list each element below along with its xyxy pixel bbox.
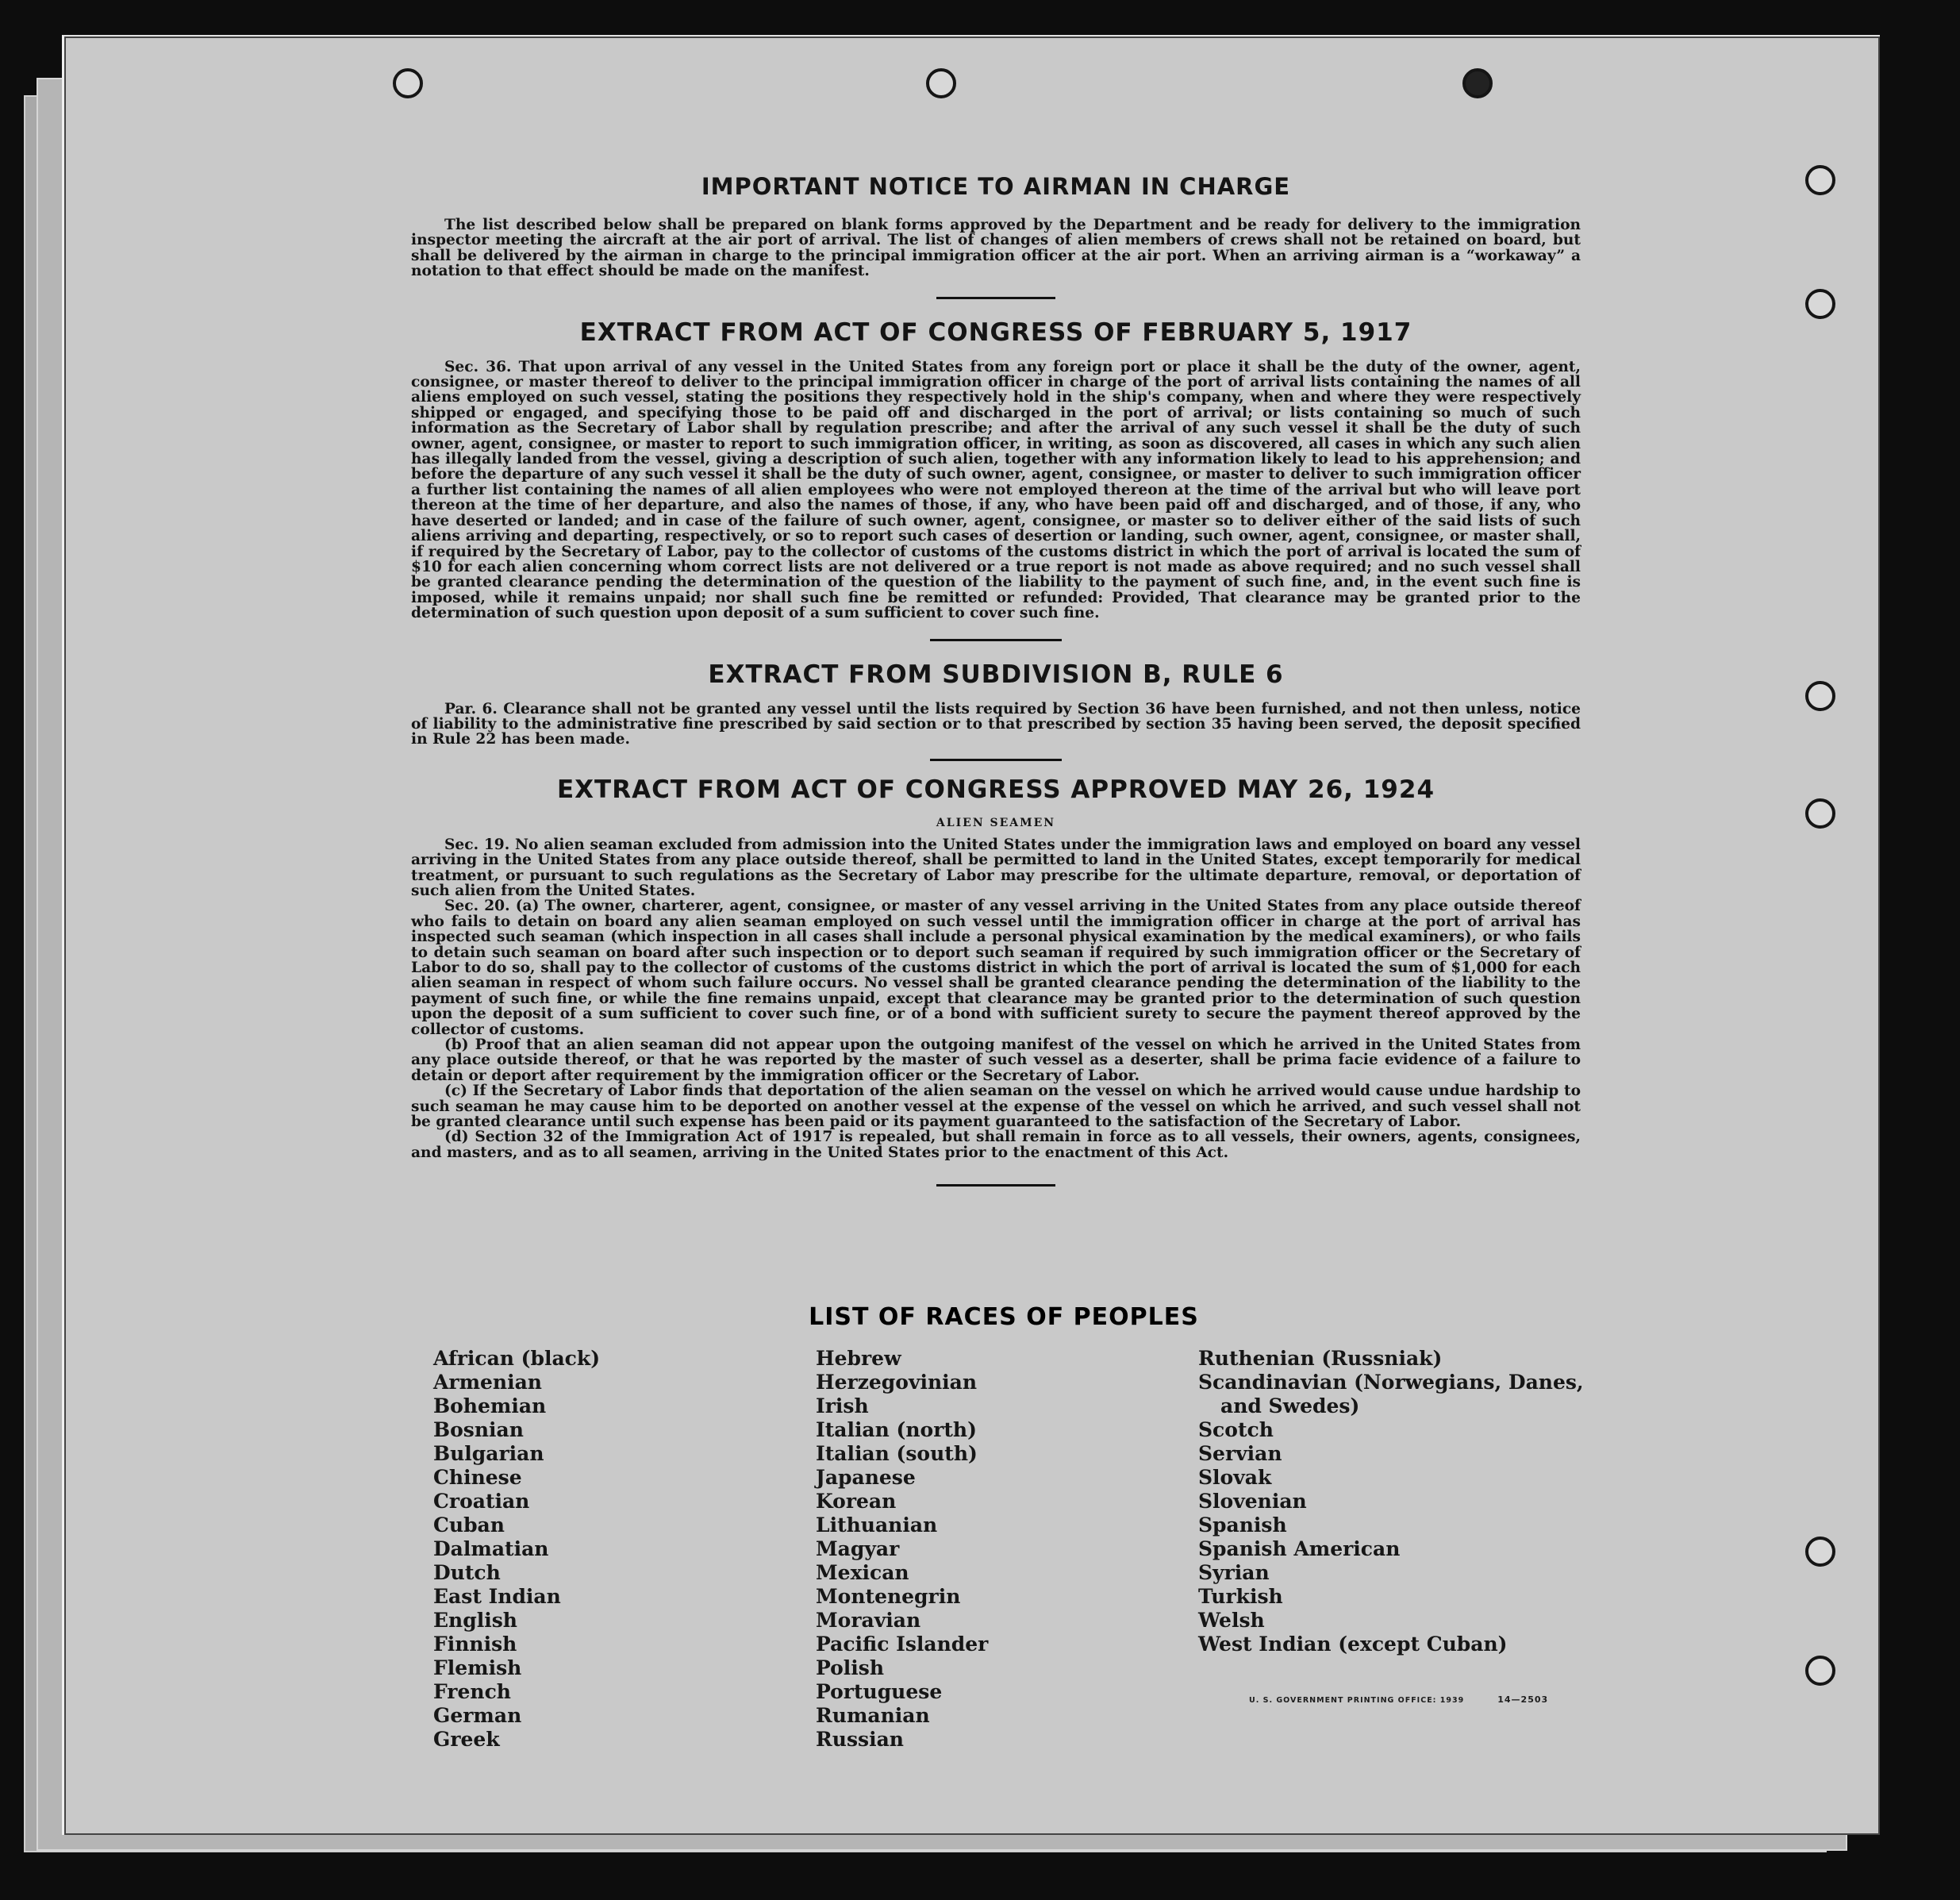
race-item: Italian (south) (816, 1442, 978, 1465)
race-item: Flemish (433, 1656, 522, 1679)
punch-hole (1805, 165, 1835, 195)
act1924-sec19: Sec. 19. No alien seaman excluded from admission into the United States under the immigration laws and employed on board any vessel arriving in the United States from any place outside thereof, shall be permitted to land in the United States, except temporarily for medical treatment, or pursuant to such regulations as the Secretary of Labor may prescribe for the ultimate departure, removal, or deportation of such alien from the United States. (411, 836, 1581, 899)
race-item: Rumanian (816, 1704, 930, 1727)
race-item: Korean (816, 1490, 897, 1513)
race-item: Scotch (1198, 1418, 1274, 1441)
race-item: Greek (433, 1728, 500, 1751)
punch-hole (1462, 68, 1493, 98)
race-item: German (433, 1704, 522, 1727)
notice-title: IMPORTANT NOTICE TO AIRMAN IN CHARGE (701, 173, 1291, 200)
race-item: Finnish (433, 1633, 517, 1656)
punch-hole (926, 68, 956, 98)
act1924-sec20d: (d) Section 32 of the Immigration Act of 1917 is repealed, but shall remain in force as to all vessels, their owners, agents, consignees, and masters, and as to all seamen, arriving in the United States prior to the enactment of this Act. (411, 1129, 1581, 1161)
act1924-subtitle: ALIEN SEAMEN (936, 816, 1056, 829)
rule6-par6: Par. 6. Clearance shall not be granted any vessel until the lists required by Section 36 have been furnished, and not then unless, notice of liability to the administrative fine prescribed by said section or to that prescribed by section 35 having been served, the deposit specified in Rule 22 has been made. (411, 700, 1581, 748)
races-column-1 (433, 1347, 600, 1752)
race-item: Hebrew (816, 1347, 901, 1370)
punch-hole (1805, 681, 1835, 711)
race-item: Scandinavian (Norwegians, Danes, (1198, 1371, 1584, 1394)
races-column-3 (1198, 1347, 1584, 1656)
punch-hole (1805, 798, 1835, 829)
race-item: Japanese (816, 1466, 916, 1489)
races-column-2 (816, 1347, 988, 1752)
race-item: Spanish American (1198, 1537, 1401, 1560)
printer-name: U. S. GOVERNMENT PRINTING OFFICE: 1939 (1249, 1696, 1465, 1705)
divider (936, 297, 1055, 299)
race-item: Chinese (433, 1466, 522, 1489)
race-item: Turkish (1198, 1585, 1283, 1608)
race-item: Herzegovinian (816, 1371, 978, 1394)
races-title: LIST OF RACES OF PEOPLES (809, 1303, 1199, 1331)
race-item: Bohemian (433, 1394, 547, 1417)
divider (936, 1184, 1055, 1187)
act1924-sec20b: (b) Proof that an alien seaman did not appear upon the outgoing manifest of the vessel on which he arrived in the United States from any place outside thereof, or that he was reported by the master of such vessel as a deserter, shall be prima facie evidence of a failure to detain or deport after requirement by the immigration officer or the Secretary of Labor. (411, 1037, 1581, 1084)
race-item: Dutch (433, 1561, 501, 1584)
divider (930, 759, 1062, 761)
punch-hole (393, 68, 423, 98)
race-item: Pacific Islander (816, 1633, 989, 1656)
printer-imprint (1249, 1694, 1548, 1705)
race-item: Syrian (1198, 1561, 1270, 1584)
punch-hole (1805, 1656, 1835, 1686)
race-item: Italian (north) (816, 1418, 977, 1441)
race-item: Lithuanian (816, 1513, 938, 1537)
race-item: Ruthenian (Russniak) (1198, 1347, 1443, 1370)
race-item: Polish (816, 1656, 885, 1679)
race-item: Bosnian (433, 1418, 524, 1441)
race-item: Welsh (1198, 1609, 1265, 1632)
divider (930, 639, 1062, 641)
punch-hole (1805, 1537, 1835, 1567)
form-number: 14—2503 (1497, 1694, 1549, 1705)
race-item: Slovenian (1198, 1490, 1307, 1513)
act1924-sec20c: (c) If the Secretary of Labor finds that deportation of the alien seaman on the vessel on which he arrived would cause undue hardship to such seaman he may cause him to be deported on another vessel at the expense of the vessel on which he arrived, and such vessel shall not be granted clearance until such expense has been paid or its payment guaranteed to the satisfaction of the Secretary of Labor. (411, 1083, 1581, 1131)
race-item: Dalmatian (433, 1537, 549, 1560)
race-item: English (433, 1609, 517, 1632)
act1917-sec36: Sec. 36. That upon arrival of any vessel in the United States from any foreign port or place it shall be the duty of the owner, agent, consignee, or master thereof to deliver to the principal immigration officer in charge of the port of arrival lists containing the names of all aliens employed on such vessel, stating the positions they respectively hold in the ship's company, when and where they were respectively shipped or engaged, and specifying those to be paid off and discharged in the port of arrival; or lists containing so much of such information as the Secretary of Labor shall by regulation prescribe; and after the arrival of any such vessel it shall be the duty of such owner, agent, consignee, or master to report to such immigration officer, in writing, as soon as discovered, all cases in which any such alien has illegally landed from the vessel, giving a description of such alien, together with any information likely to lead to his apprehension; and before the departure of any such vessel it shall be the duty of such owner, agent, consignee, or master to deliver to such immigration officer a further list containing the names of all alien employees who were not employed thereon at the time of the arrival but who will leave port thereon at the time of her departure, and also the names of those, if any, who have been paid off and discharged, and of those, if any, who have deserted or landed; and in case of the failure of such owner, agent, consignee, or master so to deliver either of the said lists of such aliens arriving and departing, respectively, or so to report such cases of desertion or landing, such owner, agent, consignee, or master shall, if required by the Secretary of Labor, pay to the collector of customs of the customs district in which the port of arrival is located the sum of $10 for each alien concerning whom correct lists are not delivered or a true report is not made as above required; and no such vessel shall be granted clearance pending the determination of the question of the liability to the payment of such fine, and, in the event such fine is imposed, while it remains unpaid; nor shall such fine be remitted or refunded: Provided, That clearance may be granted prior to the determination of such question upon deposit of a sum sufficient to cover such fine. (411, 358, 1581, 622)
notice-body: The list described below shall be prepared on blank forms approved by the Department and be ready for delivery to the immigration inspector meeting the aircraft at the air port of arrival. The list of changes of alien members of crews shall not be retained on board, but shall be delivered by the airman in charge to the principal immigration officer at the air port. When an arriving airman is a “workaway” a notation to that effect should be made on the manifest. (411, 217, 1581, 280)
race-item: Montenegrin (816, 1585, 961, 1608)
race-item: Slovak (1198, 1466, 1272, 1489)
act1924-sec20a: Sec. 20. (a) The owner, charterer, agent, consignee, or master of any vessel arriving in the United States from any place outside thereof who fails to detain on board any alien seaman employed on such vessel until the immigration officer in charge at the port of arrival has inspected such seaman (which inspection in all cases shall include a personal physical examination by the medical examiners), or who fails to detain such seaman on board after such inspection or to deport such seaman if required by such immigration officer or the Secretary of Labor to do so, shall pay to the collector of customs of the customs district in which the port of arrival is located the sum of $1,000 for each alien seaman in respect of whom such failure occurs. No vessel shall be granted clearance pending the determination of the liability to the payment of such fine, or while the fine remains unpaid, except that clearance may be granted prior to the determination of such question upon the deposit of a sum sufficient to cover such fine, or of a bond with sufficient surety to secure the payment thereof approved by the collector of customs. (411, 898, 1581, 1038)
race-item: African (black) (433, 1347, 601, 1370)
race-item: Magyar (816, 1537, 900, 1560)
race-item: Spanish (1198, 1513, 1287, 1537)
race-item: Portuguese (816, 1680, 943, 1703)
race-item: Mexican (816, 1561, 909, 1584)
race-item: Cuban (433, 1513, 505, 1537)
document-text (411, 173, 1581, 1206)
race-item: Croatian (433, 1490, 530, 1513)
race-item: Russian (816, 1728, 904, 1751)
race-item: Bulgarian (433, 1442, 544, 1465)
punch-hole (1805, 289, 1835, 319)
rule6-title: EXTRACT FROM SUBDIVISION B, RULE 6 (708, 660, 1284, 689)
race-item: Moravian (816, 1609, 921, 1632)
race-item: West Indian (except Cuban) (1198, 1633, 1508, 1656)
race-item: French (433, 1680, 511, 1703)
act1917-title: EXTRACT FROM ACT OF CONGRESS OF FEBRUARY 5, 1917 (579, 317, 1412, 347)
race-item: Irish (816, 1394, 869, 1417)
race-item: and Swedes) (1220, 1394, 1360, 1417)
race-item: East Indian (433, 1585, 561, 1608)
act1924-title: EXTRACT FROM ACT OF CONGRESS APPROVED MAY 26, 1924 (556, 775, 1435, 804)
race-item: Servian (1198, 1442, 1282, 1465)
race-item: Armenian (433, 1371, 542, 1394)
